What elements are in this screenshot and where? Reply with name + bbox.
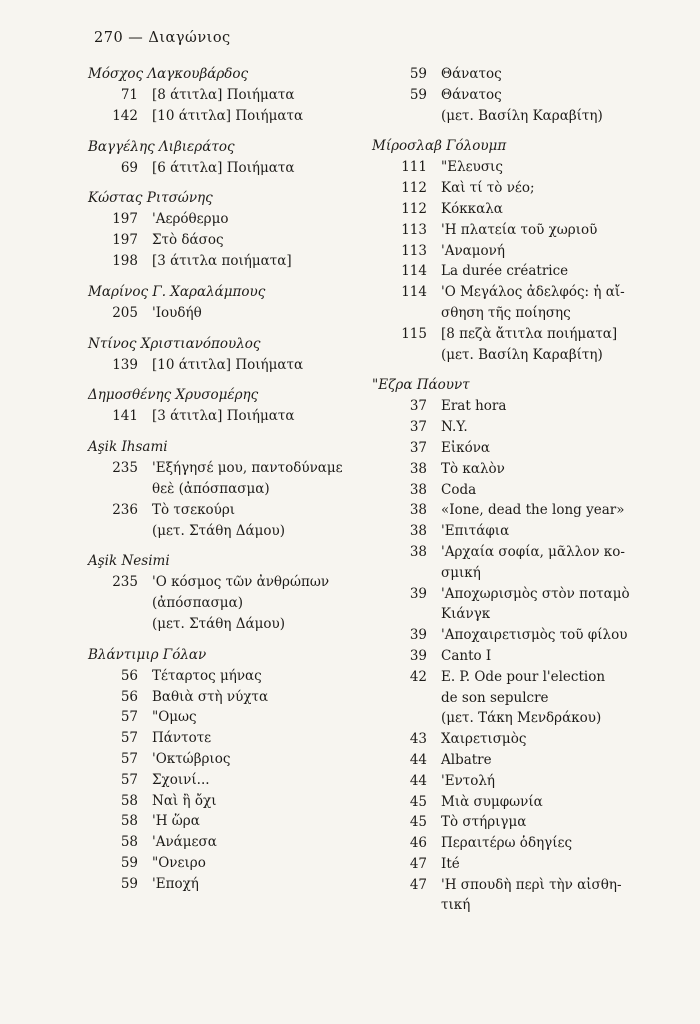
- entry-title: [427, 396, 506, 417]
- entry-title: [427, 500, 624, 521]
- index-entry: [372, 261, 672, 282]
- index-entry: [372, 459, 672, 480]
- author-section: [88, 437, 376, 541]
- page-number: 47: [409, 855, 427, 872]
- page-number: 236: [112, 501, 138, 518]
- entry-title-line: Ναὶ ἢ ὄχι: [152, 792, 217, 809]
- page-number: 57: [120, 771, 138, 788]
- entry-title: [427, 833, 572, 854]
- entry-title-line: Πάντοτε: [152, 730, 212, 747]
- index-entry: [372, 542, 672, 584]
- author-section: [88, 64, 376, 127]
- page-number: 112: [401, 180, 427, 197]
- entry-title-line: La durée créatrice: [441, 263, 569, 280]
- entry-title: [138, 209, 228, 230]
- page-number: 115: [401, 325, 427, 342]
- entry-title-line: «Ione, dead the long year»: [441, 502, 625, 519]
- entry-title: [138, 770, 210, 791]
- author-name: "Εζρα Πάουντ: [372, 377, 470, 394]
- index-entry: [88, 106, 376, 127]
- index-entry: [372, 667, 672, 729]
- entry-title: [427, 438, 490, 459]
- index-entry: [372, 85, 672, 127]
- entry-title-line: [10 άτιτλα] Ποιήματα: [152, 107, 304, 124]
- index-entry: [88, 728, 376, 749]
- entry-title-line: σμική: [441, 564, 481, 581]
- page-number: 58: [120, 792, 138, 809]
- author-section: [372, 375, 672, 916]
- page-number: 38: [409, 460, 427, 477]
- page-number: 139: [112, 356, 138, 373]
- page-number: 142: [112, 107, 138, 124]
- index-entry: [88, 303, 376, 324]
- entry-title: [138, 832, 217, 853]
- entry-title-line: Θάνατος: [441, 86, 502, 103]
- entry-title: [138, 687, 268, 708]
- entry-title: [427, 542, 625, 584]
- page-number: 114: [401, 284, 427, 301]
- author-name: Βλάντιμιρ Γόλαν: [88, 646, 207, 663]
- page-number: 59: [409, 86, 427, 103]
- entry-title-line: 'Ιουδήθ: [152, 304, 202, 321]
- index-entry: [88, 791, 376, 812]
- page-number: 113: [401, 221, 427, 238]
- entry-title-line: θεὲ (ἀπόσπασμα): [152, 480, 270, 497]
- entry-title: [138, 874, 199, 895]
- index-entry: [372, 729, 672, 750]
- author-section: [372, 64, 672, 126]
- entry-title-line: 'Εντολή: [441, 772, 496, 789]
- page-number: 59: [120, 854, 138, 871]
- entry-title-line: [10 άτιτλα] Ποιήματα: [152, 356, 304, 373]
- index-entry: [372, 500, 672, 521]
- entry-title: [427, 584, 630, 626]
- index-entry: [372, 646, 672, 667]
- page-number: 38: [409, 481, 427, 498]
- entry-title: [427, 220, 597, 241]
- entry-title-line: 'Ανάμεσα: [152, 834, 217, 851]
- page-number: 58: [120, 834, 138, 851]
- entry-title-line: 'Αρχαία σοφία, μᾶλλον κο-: [441, 543, 625, 560]
- page-number: 235: [112, 460, 138, 477]
- entry-title-line: Βαθιὰ στὴ νύχτα: [152, 688, 269, 705]
- entry-title-line: σθηση τῆς ποίησης: [441, 304, 571, 321]
- author-section: [88, 188, 376, 271]
- index-entry: [88, 707, 376, 728]
- entry-title-line: Albatre: [441, 751, 492, 768]
- entry-title: [427, 875, 622, 917]
- index-entry: [372, 584, 672, 626]
- entry-title: [427, 324, 617, 366]
- entry-title: [138, 811, 200, 832]
- page-number: 43: [409, 731, 427, 748]
- entry-title: [427, 261, 568, 282]
- index-entry: [372, 199, 672, 220]
- entry-title: [427, 667, 605, 729]
- index-entry: [88, 874, 376, 895]
- page-number: 44: [409, 751, 427, 768]
- running-head: 270 — Διαγώνιος: [94, 30, 231, 46]
- entry-title-line: Περαιτέρω ὁδηγίες: [441, 835, 573, 852]
- index-entry: [88, 853, 376, 874]
- page-number: 198: [112, 252, 138, 269]
- page-number: 111: [401, 159, 427, 176]
- index-entry: [88, 666, 376, 687]
- entry-title-line: Κιάνγκ: [441, 606, 491, 623]
- page-number: 197: [112, 232, 138, 249]
- entry-title-line: de son sepulcre: [441, 689, 549, 706]
- entry-title-line: Καὶ τί τὸ νέο;: [441, 180, 535, 197]
- entry-title: [138, 572, 329, 634]
- page-number: 114: [401, 263, 427, 280]
- left-column: [88, 64, 376, 905]
- page-number: 205: [112, 304, 138, 321]
- author-name: Μαρίνος Γ. Χαραλάμπους: [88, 283, 266, 300]
- entry-title: [138, 500, 285, 542]
- entry-title: [427, 646, 491, 667]
- index-entry: [372, 282, 672, 324]
- entry-title-line: 'Αποχαιρετισμὸς τοῦ φίλου: [441, 627, 628, 644]
- page-number: 56: [120, 667, 138, 684]
- entry-title-line: (μετ. Στάθη Δάμου): [152, 615, 285, 632]
- index-entry: [88, 458, 376, 500]
- index-entry: [88, 251, 376, 272]
- page-number: 47: [409, 876, 427, 893]
- entry-title-line: Θάνατος: [441, 66, 502, 82]
- index-entry: [372, 438, 672, 459]
- page-number: 56: [120, 688, 138, 705]
- author-name: Μόσχος Λαγκουβάρδος: [88, 66, 249, 82]
- page-number: 57: [120, 709, 138, 726]
- entry-title: [427, 812, 526, 833]
- entry-title-line: Canto I: [441, 647, 492, 664]
- page-number: 37: [409, 398, 427, 415]
- entry-title: [427, 750, 492, 771]
- entry-title-line: (ἀπόσπασμα): [152, 595, 243, 612]
- entry-title-line: Σχοινί...: [152, 771, 210, 788]
- entry-title-line: Ité: [441, 855, 460, 872]
- index-entry: [372, 396, 672, 417]
- author-section: [88, 385, 376, 427]
- index-entry: [372, 854, 672, 875]
- entry-title-line: Μιὰ συμφωνία: [441, 793, 543, 810]
- index-entry: [88, 406, 376, 427]
- author-name: Ντίνος Χριστιανόπουλος: [88, 335, 261, 352]
- entry-title-line: [8 άτιτλα] Ποιήματα: [152, 87, 295, 103]
- index-entry: [372, 178, 672, 199]
- entry-title: [138, 106, 303, 127]
- index-entry: [88, 158, 376, 179]
- author-name: Βαγγέλης Λιβιεράτος: [88, 138, 235, 155]
- index-entry: [88, 832, 376, 853]
- entry-title-line: 'Αερόθερμο: [152, 211, 229, 228]
- index-entry: [88, 85, 376, 106]
- page-number: 39: [409, 647, 427, 664]
- entry-title-line: 'Η ὥρα: [152, 813, 200, 830]
- author-section: [88, 137, 376, 179]
- author-name: Κώστας Ριτσώνης: [88, 190, 213, 207]
- index-entry: [88, 687, 376, 708]
- entry-title: [427, 199, 503, 220]
- author-name: Μίροσλαβ Γόλουμπ: [372, 138, 507, 155]
- index-entry: [372, 64, 672, 85]
- author-section: [372, 136, 672, 365]
- entry-title-line: (μετ. Στάθη Δάμου): [152, 522, 285, 539]
- entry-title-line: Erat hora: [441, 398, 507, 415]
- entry-title: [138, 707, 197, 728]
- page-number: 37: [409, 439, 427, 456]
- entry-title-line: 'Αποχωρισμὸς στὸν ποταμὸ: [441, 585, 630, 602]
- entry-title-line: (μετ. Τάκη Μενδράκου): [441, 710, 602, 727]
- entry-title-line: [3 άτιτλα] Ποιήματα: [152, 408, 295, 425]
- index-entry: [88, 749, 376, 770]
- entry-title-line: Χαιρετισμὸς: [441, 731, 527, 748]
- page-number: 112: [401, 200, 427, 217]
- page-number: 38: [409, 523, 427, 540]
- entry-title: [427, 282, 625, 324]
- entry-title-line: 'Εποχή: [152, 875, 199, 892]
- index-entry: [372, 241, 672, 262]
- entry-title-line: 'Εξήγησέ μου, παντοδύναμε: [152, 460, 343, 477]
- entry-title: [138, 406, 294, 427]
- entry-title-line: 'Ο Μεγάλος ἀδελφός: ἡ αἴ-: [441, 284, 625, 301]
- index-entry: [372, 812, 672, 833]
- entry-title-line: [6 άτιτλα] Ποιήματα: [152, 159, 295, 176]
- index-entry: [88, 355, 376, 376]
- index-entry: [372, 157, 672, 178]
- entry-title-line: N.Y.: [441, 419, 468, 436]
- index-entry: [88, 572, 376, 634]
- entry-title: [427, 854, 460, 875]
- entry-title: [427, 521, 509, 542]
- page-number: 37: [409, 419, 427, 436]
- entry-title: [427, 625, 627, 646]
- page-number: 39: [409, 585, 427, 602]
- entry-title: [138, 728, 211, 749]
- index-entry: [372, 324, 672, 366]
- entry-title-line: (μετ. Βασίλη Καραβίτη): [441, 346, 603, 363]
- entry-title: [138, 85, 294, 106]
- entry-title: [427, 157, 503, 178]
- author-section: [88, 645, 376, 895]
- author-name: Aşik Nesimi: [88, 553, 170, 570]
- entry-title: [427, 480, 476, 501]
- entry-title-line: Κόκκαλα: [441, 200, 503, 217]
- entry-title-line: 'Η πλατεία τοῦ χωριοῦ: [441, 221, 598, 238]
- entry-title: [138, 749, 230, 770]
- entry-title-line: Coda: [441, 481, 477, 498]
- index-entry: [88, 770, 376, 791]
- entry-title: [138, 853, 206, 874]
- entry-title-line: [8 πεζὰ ἄτιτλα ποιήματα]: [441, 325, 618, 342]
- entry-title-line: 'Η σπουδὴ περὶ τὴν αἰσθη-: [441, 876, 622, 893]
- entry-title-line: Τὸ στήριγμα: [441, 814, 527, 831]
- page-number: 71: [120, 87, 138, 103]
- entry-title-line: Τέταρτος μήνας: [152, 667, 262, 684]
- page-number: 58: [120, 813, 138, 830]
- index-entry: [372, 771, 672, 792]
- page-number: 39: [409, 627, 427, 644]
- entry-title-line: 'Αναμονή: [441, 242, 505, 259]
- page-number: 113: [401, 242, 427, 259]
- page-number: 45: [409, 814, 427, 831]
- index-entry: [88, 500, 376, 542]
- page-number: 42: [409, 668, 427, 685]
- entry-title: [138, 251, 292, 272]
- page-number: 38: [409, 502, 427, 519]
- entry-title: [427, 459, 505, 480]
- entry-title: [138, 230, 224, 251]
- entry-title-line: Εἰκόνα: [441, 439, 491, 456]
- entry-title-line: "Ελευσις: [441, 159, 503, 176]
- entry-title-line: 'Οκτώβριος: [152, 750, 231, 767]
- page-number: 69: [120, 159, 138, 176]
- index-entry: [372, 521, 672, 542]
- entry-title-line: (μετ. Βασίλη Καραβίτη): [441, 107, 603, 124]
- entry-title: [427, 729, 526, 750]
- entry-title-line: "Ομως: [152, 709, 197, 726]
- entry-title: [138, 303, 202, 324]
- author-name: Δημοσθένης Χρυσομέρης: [88, 387, 259, 404]
- right-column: [372, 64, 672, 926]
- index-entry: [372, 875, 672, 917]
- author-section: [88, 551, 376, 634]
- entry-title: [138, 158, 294, 179]
- page-number: 141: [112, 408, 138, 425]
- page-number: 59: [120, 875, 138, 892]
- index-entry: [88, 209, 376, 230]
- index-entry: [372, 220, 672, 241]
- entry-title-line: Τὸ τσεκούρι: [152, 501, 236, 518]
- index-entry: [372, 480, 672, 501]
- index-entry: [88, 230, 376, 251]
- entry-title: [138, 791, 217, 812]
- index-entry: [372, 417, 672, 438]
- page-number: 44: [409, 772, 427, 789]
- author-name: Aşik Ihsami: [88, 439, 168, 456]
- entry-title: [427, 64, 502, 85]
- page-number: 57: [120, 750, 138, 767]
- entry-title: [427, 85, 603, 127]
- entry-title-line: τική: [441, 897, 471, 914]
- index-entry: [372, 625, 672, 646]
- entry-title-line: 'Επιτάφια: [441, 523, 510, 540]
- author-section: [88, 282, 376, 324]
- entry-title: [427, 417, 468, 438]
- index-entry: [88, 811, 376, 832]
- page-number: 59: [409, 66, 427, 82]
- entry-title: [427, 178, 535, 199]
- entry-title-line: 'Ο κόσμος τῶν ἀνθρώπων: [152, 574, 330, 591]
- entry-title: [138, 458, 343, 500]
- entry-title-line: "Ονειρο: [152, 854, 206, 871]
- author-section: [88, 334, 376, 376]
- page-number: 57: [120, 730, 138, 747]
- entry-title-line: E. P. Ode pour l'election: [441, 668, 606, 685]
- entry-title: [427, 792, 543, 813]
- entry-title-line: Τὸ καλὸν: [441, 460, 505, 477]
- index-entry: [372, 792, 672, 813]
- index-entry: [372, 750, 672, 771]
- entry-title: [427, 241, 505, 262]
- index-entry: [372, 833, 672, 854]
- page-number: 235: [112, 574, 138, 591]
- entry-title-line: [3 άτιτλα ποιήματα]: [152, 252, 292, 269]
- page-number: 38: [409, 543, 427, 560]
- entry-title: [427, 771, 495, 792]
- entry-title: [138, 666, 262, 687]
- page-number: 197: [112, 211, 138, 228]
- entry-title: [138, 355, 303, 376]
- page-number: 46: [409, 835, 427, 852]
- page-number: 45: [409, 793, 427, 810]
- entry-title-line: Στὸ δάσος: [152, 232, 224, 249]
